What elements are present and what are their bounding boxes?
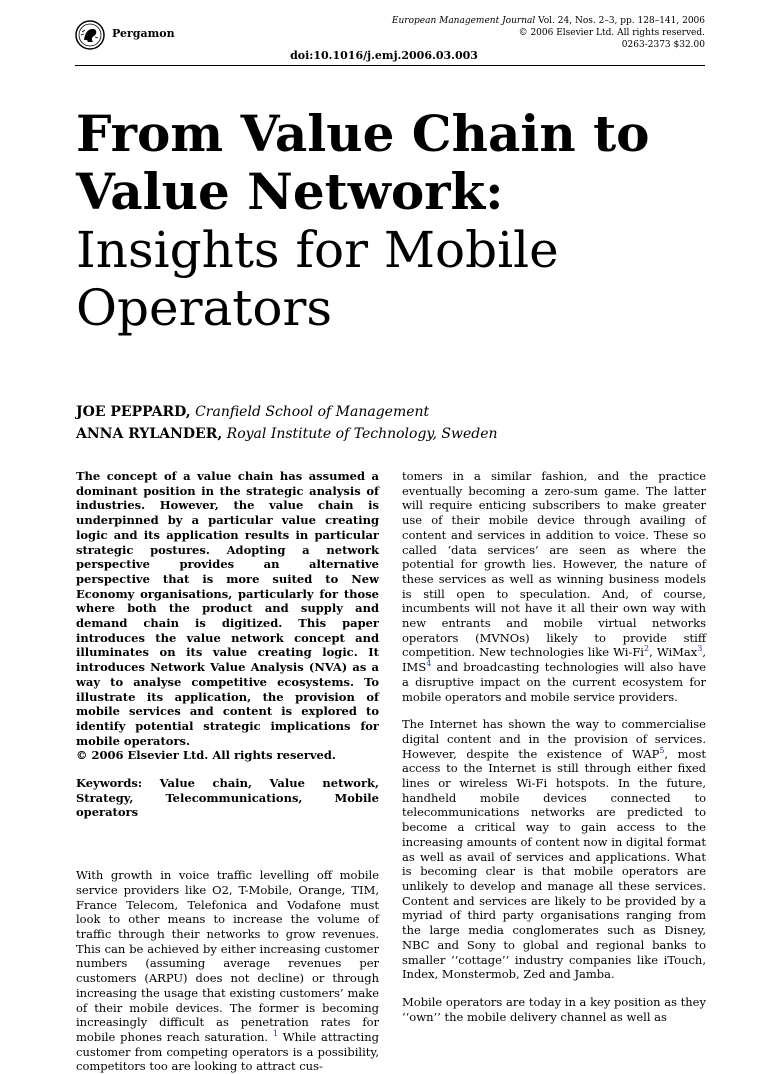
publisher-name: Pergamon bbox=[112, 27, 175, 40]
title-line-4: Operators bbox=[76, 279, 333, 337]
publisher-logo-icon bbox=[75, 20, 105, 50]
journal-issn: 0263-2373 $32.00 bbox=[621, 40, 705, 50]
footnote-ref[interactable]: 3 bbox=[697, 644, 703, 654]
abstract: The concept of a value chain has assumed a dominant position in the strategic analysis of industries. However, the value chain is underpinned by a particular value creating logic and its application results in particular strategic postures. Adopting a network perspective provides an alternative perspective that is more suited to New Economy organisations, particularly for those where both the product and supply and demand chain is digitized. This paper introduces the value network concept and illuminates on its value creating logic. It introduces Network Value Analysis (NVA) as a way to analyse competitive ecosystems. To illustrate its application, the provision of mobile services and content is explored to identify potential strategic implications for mobile operators. bbox=[76, 469, 379, 748]
footnote-ref[interactable]: 4 bbox=[426, 659, 432, 669]
body-paragraph: tomers in a similar fashion, and the practice eventually becoming a zero-sum game. The latter will require enticing subscribers to make greater use of their mobile device through availing of content and services in addition to voice. These so called ‘data services’ are seen as where the potential for growth lies. However, the nature of these services as well as winning business models is still open to speculation. And, of course, incumbents will not have it all their own way with new entrants and mobile virtual networks operators (MVNOs) likely to provide stiff competition. New technologies like Wi-Fi$^2$, WiMax$^3$, IMS$^4$ and broadcasting technologies will also have a disruptive impact on the current ecosystem for mobile operators and mobile service providers. bbox=[402, 469, 706, 704]
author-name: ANNA RYLANDER, bbox=[76, 426, 223, 442]
author-affiliation: Royal Institute of Technology, Sweden bbox=[222, 426, 498, 442]
footnote-ref[interactable]: 2 bbox=[644, 644, 650, 654]
author-name: JOE PEPPARD, bbox=[76, 404, 191, 420]
title-line-3: Insights for Mobile bbox=[76, 221, 559, 279]
journal-copyright: © 2006 Elsevier Ltd. All rights reserved. bbox=[518, 28, 705, 38]
title-line-2: Value Network: bbox=[76, 162, 504, 221]
left-column bbox=[76, 469, 379, 1074]
author-2 bbox=[76, 423, 498, 445]
journal-info bbox=[392, 15, 705, 51]
footnote-ref[interactable]: 5 bbox=[659, 745, 665, 755]
footnote-ref[interactable]: 1 bbox=[272, 1029, 278, 1039]
body-paragraph: With growth in voice traffic levelling off mobile service providers like O2, T-Mobile, Orange, TIM, France Telecom, Telefonica and Vodafone must look to other means to increase the volume of traffic through their networks to grow revenues. This can be achieved by either increasing customer numbers (assuming average revenues per customers (ARPU) does not decline) or through increasing the usage that existing customers’ make of their mobile devices. The former is becoming increasingly difficult as penetration rates for mobile phones reach saturation. $^1$ While attracting customer from competing operators is a possibility, competitors too are looking to attract cus- bbox=[76, 868, 379, 1074]
doi[interactable]: doi:10.1016/j.emj.2006.03.003 bbox=[290, 49, 478, 62]
header-divider bbox=[75, 65, 705, 66]
author-affiliation: Cranfield School of Management bbox=[190, 404, 430, 420]
authors bbox=[76, 401, 498, 445]
author-1 bbox=[76, 401, 498, 423]
article-title bbox=[76, 105, 716, 337]
abstract-copyright: © 2006 Elsevier Ltd. All rights reserved. bbox=[76, 748, 336, 763]
journal-name: European Management Journal bbox=[391, 16, 536, 26]
journal-volume: Vol. 24, Nos. 2–3, pp. 128–141, 2006 bbox=[535, 16, 705, 26]
keywords: Keywords: Value chain, Value network, Strategy, Telecommunications, Mobile operators bbox=[76, 776, 379, 820]
body-paragraph: The Internet has shown the way to commercialise digital content and in the provision of services. However, despite the existence of WAP$^5$, most access to the Internet is still through either fixed lines or wireless Wi-Fi hotspots. In the future, handheld mobile devices connected to telecommunications networks are predicted to become a critical way to gain access to the increasing amounts of content now in digital format as well as avail of services and applications. What is becoming clear is that mobile operators are unlikely to develop and manage all these services. Content and services are likely to be provided by a myriad of third party organisations ranging from the large media conglomerates such as Disney, NBC and Sony to global and regional banks to smaller ‘‘cottage’’ industry companies like iTouch, Index, Monstermob, Zed and Jamba. bbox=[402, 717, 706, 982]
body-paragraph: Mobile operators are today in a key position as they ‘‘own’’ the mobile delivery channel as well as bbox=[402, 994, 706, 1024]
right-column bbox=[402, 469, 706, 1024]
title-line-1: From Value Chain to bbox=[76, 104, 650, 163]
